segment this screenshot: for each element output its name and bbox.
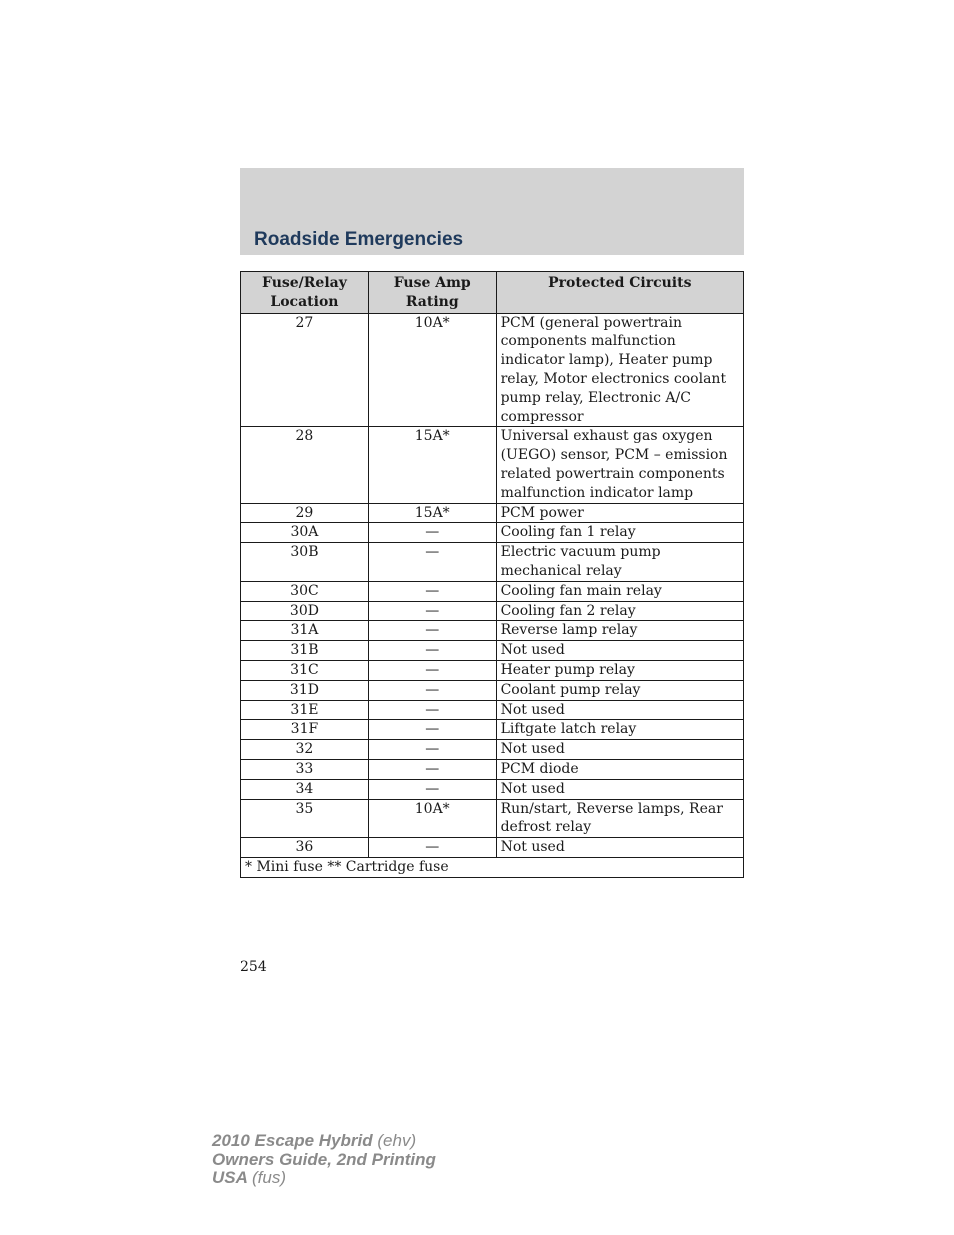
cell-location: 34	[241, 779, 369, 799]
table-row	[241, 838, 744, 858]
cell-location: 31B	[241, 641, 369, 661]
table-row	[241, 313, 744, 427]
cell-rating: 10A*	[368, 313, 496, 427]
cell-circuits: PCM diode	[496, 759, 743, 779]
cell-rating: —	[368, 601, 496, 621]
table-row	[241, 680, 744, 700]
cell-circuits: Not used	[496, 740, 743, 760]
footer-line-1	[212, 1132, 436, 1151]
cell-circuits: Liftgate latch relay	[496, 720, 743, 740]
cell-rating: —	[368, 838, 496, 858]
table-row	[241, 543, 744, 582]
cell-rating: —	[368, 621, 496, 641]
table-row	[241, 621, 744, 641]
table-footnote: * Mini fuse ** Cartridge fuse	[241, 857, 744, 877]
cell-circuits: Not used	[496, 641, 743, 661]
cell-circuits: Cooling fan 1 relay	[496, 523, 743, 543]
cell-rating: —	[368, 680, 496, 700]
cell-location: 28	[241, 427, 369, 503]
cell-circuits: Run/start, Reverse lamps, Rear defrost relay	[496, 799, 743, 838]
cell-location: 32	[241, 740, 369, 760]
table-row	[241, 503, 744, 523]
document-footer	[212, 1132, 436, 1188]
cell-rating: —	[368, 543, 496, 582]
table-footnote-row	[241, 857, 744, 877]
cell-location: 31E	[241, 700, 369, 720]
cell-location: 27	[241, 313, 369, 427]
cell-location: 30D	[241, 601, 369, 621]
cell-circuits: PCM (general powertrain components malfunction indicator lamp), Heater pump relay, Motor electronics coolant pump relay, Electronic A/C compressor	[496, 313, 743, 427]
cell-rating: —	[368, 740, 496, 760]
cell-rating: —	[368, 759, 496, 779]
footer-line-2: Owners Guide, 2nd Printing	[212, 1149, 436, 1169]
column-header-circuits: Protected Circuits	[496, 272, 743, 314]
footer-model-code: (ehv)	[377, 1131, 417, 1150]
cell-rating: —	[368, 779, 496, 799]
cell-circuits: Reverse lamp relay	[496, 621, 743, 641]
cell-rating: —	[368, 523, 496, 543]
cell-rating: —	[368, 660, 496, 680]
table-row	[241, 779, 744, 799]
cell-circuits: Cooling fan main relay	[496, 581, 743, 601]
table-row	[241, 700, 744, 720]
cell-rating: —	[368, 641, 496, 661]
cell-circuits: Not used	[496, 838, 743, 858]
cell-circuits: Coolant pump relay	[496, 680, 743, 700]
cell-location: 29	[241, 503, 369, 523]
footer-line-3	[212, 1169, 436, 1188]
cell-rating: 15A*	[368, 503, 496, 523]
cell-rating: —	[368, 700, 496, 720]
fuse-table	[240, 271, 744, 878]
table-row	[241, 720, 744, 740]
table-row	[241, 427, 744, 503]
cell-location: 31C	[241, 660, 369, 680]
cell-location: 31F	[241, 720, 369, 740]
table-row	[241, 523, 744, 543]
cell-location: 36	[241, 838, 369, 858]
cell-rating: —	[368, 720, 496, 740]
table-row	[241, 601, 744, 621]
table-row	[241, 740, 744, 760]
table-row	[241, 660, 744, 680]
cell-location: 35	[241, 799, 369, 838]
cell-circuits: Electric vacuum pump mechanical relay	[496, 543, 743, 582]
cell-location: 31D	[241, 680, 369, 700]
section-title: Roadside Emergencies	[254, 229, 464, 250]
cell-circuits: Not used	[496, 779, 743, 799]
table-header-row	[241, 272, 744, 314]
table-row	[241, 759, 744, 779]
footer-market: USA	[212, 1168, 248, 1187]
cell-rating: 15A*	[368, 427, 496, 503]
cell-location: 31A	[241, 621, 369, 641]
cell-circuits: Universal exhaust gas oxygen (UEGO) sensor, PCM – emission related powertrain components malfunction indicator lamp	[496, 427, 743, 503]
cell-location: 33	[241, 759, 369, 779]
footer-model: 2010 Escape Hybrid	[212, 1131, 373, 1150]
table-row	[241, 581, 744, 601]
table-row	[241, 799, 744, 838]
cell-rating: 10A*	[368, 799, 496, 838]
footer-market-code: (fus)	[252, 1168, 286, 1187]
cell-rating: —	[368, 581, 496, 601]
cell-circuits: PCM power	[496, 503, 743, 523]
cell-circuits: Not used	[496, 700, 743, 720]
page-number: 254	[240, 959, 267, 975]
table-row	[241, 641, 744, 661]
cell-location: 30C	[241, 581, 369, 601]
cell-location: 30B	[241, 543, 369, 582]
column-header-rating: Fuse Amp Rating	[368, 272, 496, 314]
cell-location: 30A	[241, 523, 369, 543]
cell-circuits: Heater pump relay	[496, 660, 743, 680]
column-header-location: Fuse/Relay Location	[241, 272, 369, 314]
cell-circuits: Cooling fan 2 relay	[496, 601, 743, 621]
section-header-band	[240, 168, 744, 255]
